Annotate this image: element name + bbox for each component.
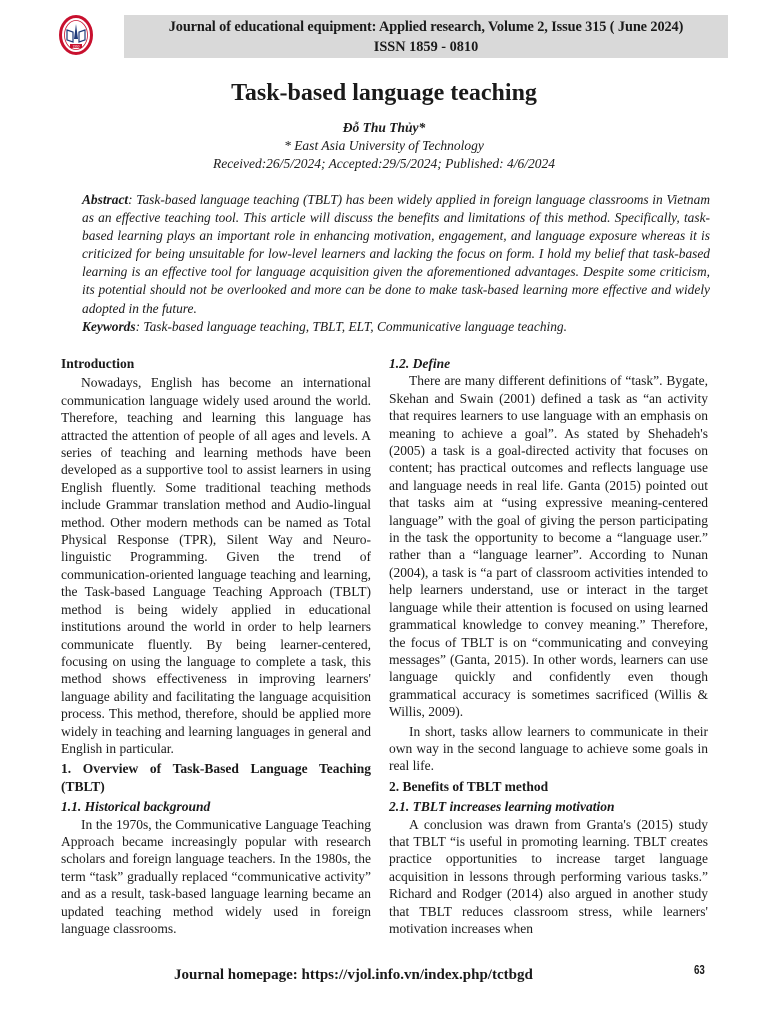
publication-dates: Received:26/5/2024; Accepted:29/5/2024; Published: 4/6/2024 — [212, 156, 556, 171]
section-1-1-paragraph: In the 1970s, the Communicative Language Teaching Approach became increasingly popular with research scholars and foreign language teachers. In the 1980s, the term “task” gradually replaced “communicative activity” and as a result, task-based language learning became an updated teaching method widely used in foreign language classrooms. — [61, 816, 371, 936]
page-number: 63 — [694, 962, 705, 977]
section-2-1-heading: 2.1. TBLT increases learning motivation — [389, 799, 615, 815]
section-1-heading: 1. Overview of Task-Based Language Teaching (TBLT) — [61, 761, 371, 794]
keywords-label: Keywords — [82, 318, 136, 334]
section-1-2-heading: 1.2. Define — [389, 356, 451, 371]
right-column — [389, 355, 708, 937]
journal-citation: Journal of educational equipment: Applied research, Volume 2, Issue 315 ( June 2024) — [168, 19, 684, 35]
abstract-label: Abstract — [82, 192, 129, 207]
svg-text:1960: 1960 — [72, 44, 80, 49]
abstract-text: : Task-based language teaching (TBLT) has been widely applied in foreign language classrooms in Vietnam as an effective teaching tool. This article will discuss the benefits and limitations of this method. Specifically, task-based learning plays an important role in enhancing motivation, engagement, and language exposure whereas it is criticized for being unsuitable for low-level learners and lacking the focus on form. I hold my belief that task-based learning is an effective tool for language acquisition given the aforementioned advantages. Despite some criticism, its potential should not be overlooked and more can be done to make task-based learning more effective and widely adopted in the future. — [82, 192, 710, 316]
issn: ISSN 1859 - 0810 — [373, 39, 479, 55]
keywords-text: : Task-based language teaching, TBLT, ELT, Communicative language teaching. — [135, 318, 567, 334]
abstract-paragraph — [82, 191, 710, 318]
section-1-1-heading: 1.1. Historical background — [61, 799, 211, 815]
journal-emblem-icon — [59, 15, 93, 55]
journal-homepage-link[interactable]: Journal homepage: https://vjol.info.vn/index.php/tctbgd — [174, 967, 533, 983]
abstract — [82, 191, 710, 336]
author-affiliation: * East Asia University of Technology — [284, 138, 484, 153]
section-1-2-paragraph-1: There are many different definitions of “task”. Bygate, Skehan and Swain (2001) defined a task as “an activity that requires learners to use language with an emphasis on meaning to achieve a goal”. As stated by Shehadeh's (2005) a task is a goal-directed activity that focuses on content; has practical outcomes and reflects language use and language needs in real life. Ganta (2015) pointed out that tasks aim at “using expressive meaning-centered language” with the goal of giving the person participating in the task the opportunity to become a “language user.” rather than a “language learner”. According to Nunan (2004), a task is “a part of classroom activities intended to help learners understand, use or interact in the target language while their attention is focused on using learned grammatical knowledge to convey meaning.” Therefore, the focus of TBLT is on “communicating and conveying messages” (Ganta, 2015). In other words, learners can use language quickly and confidently even though grammatical accuracy is sometimes sacrificed (Willis & Willis, 2009). — [389, 373, 708, 720]
introduction-heading: Introduction — [61, 356, 135, 371]
left-column — [61, 355, 371, 937]
journal-header-bar — [124, 15, 728, 58]
article-author: Đỗ Thu Thủy* — [342, 120, 426, 135]
section-1-2-paragraph-2: In short, tasks allow learners to communicate in their own way in the second language to achieve some goals in real life. — [389, 723, 708, 774]
section-2-heading: 2. Benefits of TBLT method — [389, 778, 549, 794]
article-title: Task-based language teaching — [231, 80, 537, 106]
keywords — [82, 318, 710, 336]
section-2-1-paragraph: A conclusion was drawn from Granta's (2015) study that TBLT “is useful in promoting learning. TBLT creates practice opportunities to increase target language acquisition in lessons through performing various tasks.” Richard and Rodger (2014) also argued in another study that TBLT reduces classroom stress, while learners' motivation increases when — [389, 816, 708, 936]
introduction-paragraph: Nowadays, English has become an international communication language widely used around the world. Therefore, teaching and learning this language has attracted the attention of people of all ages and levels. A series of teaching and learning methods have been developed as a supportive tool to assist learners in using English fluently. Some traditional teaching methods include Grammar translation method and Audio-lingual method. Other modern methods can be named as Total Physical Response (TPR), Silent Way and Neuro-linguistic Programming. Given the trend of communication-oriented language teaching and learning, the Task-based Language Teaching Approach (TBLT) method is being widely applied in educational institutions around the world in order to help learners communicate fluently. By being learner-centered, focusing on using the language to complete a task, this method shows effectiveness in improving learners' language ability and facilitating the language acquisition process. This method, therefore, should be applied more widely in teaching and learning languages in general and English in particular. — [61, 375, 371, 756]
